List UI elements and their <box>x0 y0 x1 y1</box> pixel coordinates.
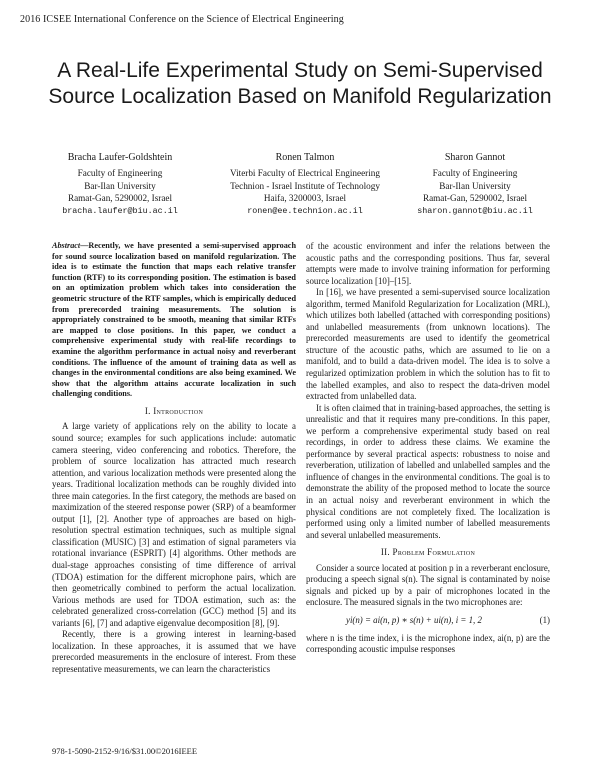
paragraph: Recently, there is a growing interest in learning-based localization. In these approaches, it is assumed that we have prerecorded measurements in the enclosure of interest. From these representative measurements, we can learn the characteristics <box>52 629 296 674</box>
author-2 <box>215 152 395 217</box>
abstract <box>52 241 296 400</box>
paragraph: Consider a source located at position p in a reverberant enclosure, producing a speech signal s(n). The signal is contaminated by noise signals and picked up by a pair of microphones located in the enclosure. The measured signals in the two microphones are: <box>306 562 550 608</box>
paragraph: where n is the time index, i is the microphone index, ai(n, p) are the corresponding acoustic impulse responses <box>306 632 550 655</box>
equation-body: yi(n) = ai(n, p) ∗ s(n) + ui(n), i = 1, 2 <box>346 614 482 625</box>
author-name: Bracha Laufer-Goldshtein <box>67 152 173 163</box>
equation-number: (1) <box>539 614 550 625</box>
author-email: bracha.laufer@biu.ac.il <box>62 205 178 216</box>
author-affiliation: Ramat-Gan, 5290002, Israel <box>67 193 173 204</box>
author-affiliation: Haifa, 3200003, Israel <box>263 193 347 204</box>
left-column <box>52 241 296 675</box>
abstract-label: Abstract <box>52 241 81 250</box>
author-affiliation: Bar-Ilan University <box>439 180 511 191</box>
author-1 <box>40 152 200 217</box>
author-affiliation: Faculty of Engineering <box>77 168 163 179</box>
paragraph: It is often claimed that in training-based approaches, the setting is unrealistic and that it requires many pre-conditions. In this paper, we perform a comprehensive experimental study based on real recordings, in order to address these claims. We examine the performance by several practical aspects: robustness to noise and reverberation, utilization of labelled and unlabelled samples and the influence of changes in the environmental conditions. The goal is to demonstrate the ability of the proposed method to locate the source in an actual noisy and reverberant environment in which the physical conditions are not completely fixed. The localization is performed using only a limited number of labelled measurements and several unlabelled measurements. <box>306 402 550 540</box>
author-affiliation: Viterbi Faculty of Electrical Engineering <box>230 168 380 179</box>
conference-header: 2016 ICSEE International Conference on the Science of Electrical Engineering <box>20 14 344 25</box>
author-name: Sharon Gannot <box>444 152 506 163</box>
author-email: sharon.gannot@biu.ac.il <box>417 205 533 216</box>
section-heading: II. Problem Formulation <box>380 547 476 558</box>
abstract-text: —Recently, we have presented a semi-supervised approach for sound source localization based on manifold regularization. The idea is to estimate the function that maps each relative transfer function (RTF) to its corresponding position. The estimation is based on an optimization problem which takes into consideration the geometric structure of the RTF samples, which is empirically deduced from prerecorded training measurements. The solution is appropriately constrained to be smooth, meaning that similar RTFs are mapped to close positions. In this paper, we conduct a comprehensive experimental study with real-life recordings to examine the algorithm performance in actual noisy and reverberant conditions. The influence of the amount of training data as well as changes in the environmental conditions are also being examined. We show that the algorithm attains accurate localization in such challenging conditions. <box>52 241 296 399</box>
paragraph: In [16], we have presented a semi-supervised source localization algorithm, termed Manifold Regularization for Localization (MRL), which utilizes both labelled (attached with corresponding positions) and unlabelled measurements (from unknown locations). The prerecorded measurements are used to identify the geometrical structure of the acoustic paths, which are assumed to lie on a manifold, and to build a data-driven model. The idea is to solve a regularized optimization problem in which the solution has to fit to the labelled examples, and also to respect the data-driven model extracted from unlabelled data. <box>306 287 550 402</box>
author-name: Ronen Talmon <box>275 152 335 163</box>
author-email: ronen@ee.technion.ac.il <box>247 205 363 216</box>
author-affiliation: Bar-Ilan University <box>84 180 156 191</box>
right-column <box>306 241 550 656</box>
author-affiliation: Faculty of Engineering <box>432 168 518 179</box>
author-affiliation: Technion - Israel Institute of Technology <box>230 180 380 191</box>
author-3 <box>395 152 555 217</box>
author-affiliation: Ramat-Gan, 5290002, Israel <box>422 193 528 204</box>
paper-title: A Real-Life Experimental Study on Semi-Supervised Source Localization Based on Manifold Regularization <box>48 59 552 108</box>
section-heading: I. Introduction <box>144 405 204 416</box>
paragraph: A large variety of applications rely on the ability to locate a sound source; examples for such applications include: automatic camera steering, video conferencing and robotics. Therefore, the problem of source localization has attracted much research attention, and various localization methods were presented along the years. Traditional localization methods can be roughly divided into three main categories. In the first category, the methods are based on maximization of the steered response power (SRP) of a beamformer output [1], [2]. Another type of approaches are based on high-resolution spectral estimation techniques, such as multiple signal classification (MUSIC) [3] and estimation of signal parameters via rotational invariance (ESPRIT) [4] algorithms. Other methods are dual-stage approaches consisting of time difference of arrival (TDOA) estimation for the different microphone pairs, which are then geometrically combined to perform the actual localization. Various methods are used for TDOA estimation, such as: the celebrated generalized cross-correlation (GCC) method [5] and its variants [6], [7] and adaptive eigenvalue decomposition [8], [9]. <box>52 421 296 628</box>
paragraph: of the acoustic environment and infer the relations between the acoustic paths and the corresponding positions. Thus far, several attempts were made to involve training information for performing source localization [10]–[15]. <box>306 241 550 286</box>
copyright-footer: 978-1-5090-2152-9/16/$31.00©2016IEEE <box>52 746 198 756</box>
equation <box>306 615 550 627</box>
